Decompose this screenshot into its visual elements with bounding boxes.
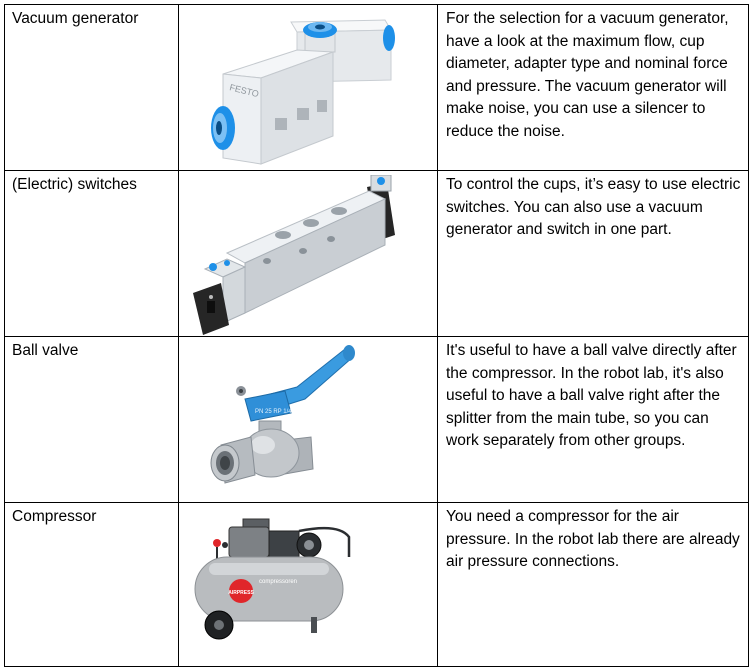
name-cell	[5, 171, 179, 337]
image-cell	[179, 503, 438, 667]
description-cell	[438, 503, 749, 667]
component-description: You need a compressor for the air pressure. In the robot lab there are already air pressure connections.	[446, 508, 740, 570]
brand-logo-text: AIRPRESS	[228, 590, 254, 596]
image-cell	[179, 337, 438, 503]
tank-text: compressoren	[259, 579, 298, 585]
description-cell	[438, 337, 749, 503]
component-name: Vacuum generator	[12, 10, 139, 27]
image-cell	[179, 171, 438, 337]
ball-valve-image	[205, 341, 355, 491]
component-description: To control the cups, it’s easy to use electric switches. You can also use a vacuum generator and switch in one part.	[446, 176, 741, 238]
component-description: It's useful to have a ball valve directly after the compressor. In the robot lab, it's also useful to have a ball valve right after the splitter from the main tube, so you can work separately from other groups.	[446, 342, 737, 449]
solenoid-valve-image	[191, 175, 411, 335]
description-cell	[438, 5, 749, 171]
table-row-vacuum-generator	[5, 5, 749, 171]
name-cell	[5, 503, 179, 667]
component-name: Compressor	[12, 508, 97, 525]
valve-marking: PN 25 RP 1/4	[255, 409, 292, 415]
compressor-image	[189, 517, 359, 647]
festo-marking: FESTO	[228, 82, 260, 100]
name-cell	[5, 5, 179, 171]
image-cell	[179, 5, 438, 171]
description-cell	[438, 171, 749, 337]
table-row-compressor	[5, 503, 749, 667]
name-cell	[5, 337, 179, 503]
component-name: (Electric) switches	[12, 176, 137, 193]
component-description: For the selection for a vacuum generator, have a look at the maximum flow, cup diameter, adapter type and nominal force and pressure. The vacuum generator will make noise, you can use a silencer to reduce the noise.	[446, 10, 729, 140]
vacuum-generator-image	[209, 8, 399, 168]
components-table	[4, 4, 749, 667]
component-name: Ball valve	[12, 342, 79, 359]
table-row-electric-switches	[5, 171, 749, 337]
table-row-ball-valve	[5, 337, 749, 503]
